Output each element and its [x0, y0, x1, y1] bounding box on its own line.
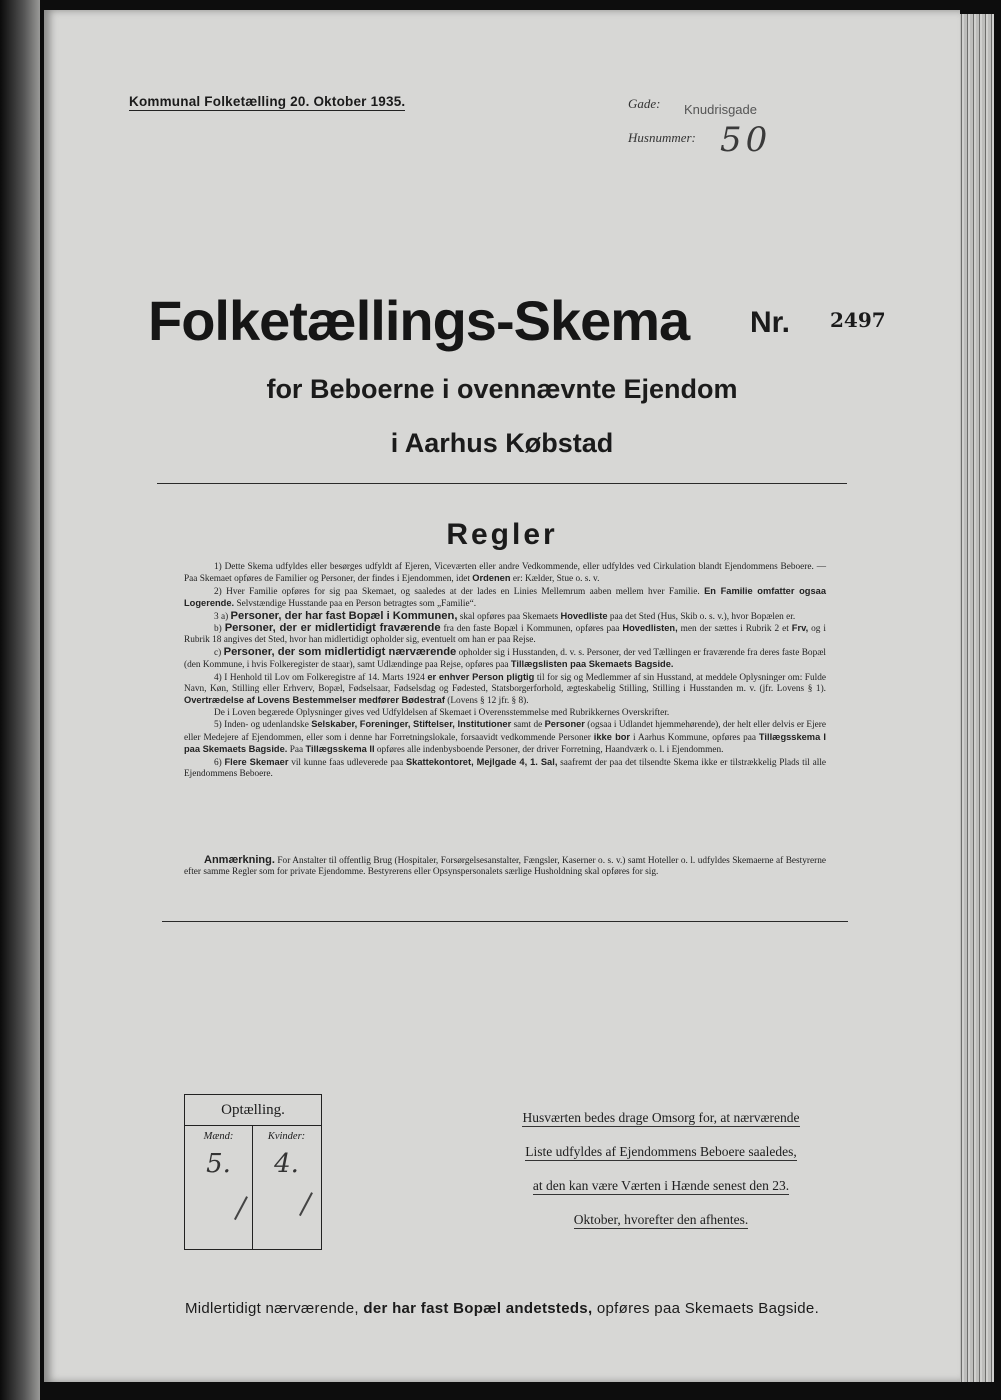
rules-text	[184, 562, 826, 780]
rule-4: 4) I Henhold til Lov om Folkeregistre af 14. Marts 1924 er enhver Person pligtig til for sig og Medlemmer af sin Husstand, at meddele Oplysninger om: Fulde Navn, Køn, Stilling eller Erhverv, Bopæl, Fødselsaar, Fødselsdag og Fødested, Statsborgerforhold, ægteskabelig Stilling, Stilling i Husstanden m. v. (jfr. Lovens § 1). Overtrædelse af Lovens Bestemmelser medfører Bødestraf (Lovens § 12 jfr. § 8).	[184, 671, 826, 707]
house-number-label: Husnummer:	[628, 130, 696, 145]
form-title: Folketællings-Skema	[148, 289, 690, 352]
rule-5: 5) Inden- og udenlandske Selskaber, Foreninger, Stiftelser, Institutioner samt de Personer (ogsaa i Udlandet hjemmehørende), der helt eller delvis er Ejere eller Medejere af Ejendommen, eller som i denne har Forretningslokale, forsaavidt vedkommende Personer ikke bor i Aarhus Kommune, opføres paa Tillægsskema I paa Skemaets Bagside. Paa Tillægsskema II opføres alle indenbysboende Personer, der driver Forretning, Haandværk o. l. i Ejendommen.	[184, 719, 827, 756]
divider-bottom	[162, 921, 848, 922]
census-date-line: Kommunal Folketælling 20. Oktober 1935.	[129, 94, 406, 109]
footer-instruction: Midlertidigt nærværende, der har fast Bopæl andetsteds, opføres paa Skemaets Bagside.	[184, 1300, 820, 1317]
check-mark-icon	[299, 1192, 313, 1216]
rule-6: 6) Flere Skemaer vil kunne faas udleverede paa Skattekontoret, Mejlgade 4, 1. Sal, saafremt der paa det tilsendte Skema ikke er tilstrækkelig Plads til alle Ejendommens Beboere.	[184, 756, 827, 779]
street-value: Knudrisgade	[684, 102, 757, 117]
count-box	[184, 1094, 322, 1250]
notice-line-3: at den kan være Værten i Hænde senest den 23.	[532, 1178, 790, 1193]
form-number-value: 2497	[830, 308, 886, 332]
men-label: Mænd:	[203, 1131, 234, 1142]
divider-top	[157, 483, 847, 484]
rule-1: 1) Dette Skema udfyldes eller besørges udfyldt af Ejeren, Viceværten eller andre Vedkommende, eller udfyldes ved Cirkulation blandt Ejendommens Beboere. — Paa Skemaet opføres de Familier og Personer, der findes i Ejendommen, idet Ordenen er: Kælder, Stue o. s. v.	[184, 562, 826, 585]
form-subtitle-1: for Beboerne i ovennævnte Ejendom	[266, 374, 738, 404]
form-number-label: Nr.	[750, 306, 791, 339]
annotation-note	[184, 855, 826, 879]
house-number-value: 50	[720, 120, 772, 160]
annotation-label: Anmærkning.	[204, 854, 275, 866]
rule-2: 2) Hver Familie opføres for sig paa Skemaet, og saaledes at der lades en Linies Mellemrum aaben mellem hver Familie. En Familie omfatter ogsaa Logerende. Selvstændige Husstande paa en Person betragtes som „Familie“.	[184, 585, 826, 610]
census-form-page	[44, 10, 960, 1382]
street-label: Gade:	[628, 96, 661, 111]
form-subtitle-2: i Aarhus Købstad	[390, 428, 614, 458]
women-count: 4.	[274, 1149, 299, 1179]
women-label: Kvinder:	[267, 1131, 306, 1142]
rule-3a: 3 a) Personer, der har fast Bopæl i Kommunen, skal opføres paa Skemaets Hovedliste paa det Sted (Hus, Skib o. s. v.), hvor Bopælen er.	[214, 609, 796, 622]
check-mark-icon	[234, 1196, 248, 1220]
annotation-text: For Anstalter til offentlig Brug (Hospitaler, Forsørgelsesanstalter, Fængsler, Kaserner o. s. v.) samt Hoteller o. l. udfyldes Skemaerne af Bestyrerne efter samme Regler som for private Ejendomme. Bestyrerens eller Opsynspersonalets særlige Husholdning skal opføres for sig.	[184, 856, 826, 878]
notice-line-1: Husværten bedes drage Omsorg for, at nærværende	[522, 1110, 800, 1125]
notice-line-2: Liste udfyldes af Ejendommens Beboere saaledes,	[525, 1144, 797, 1159]
rule-4b: De i Loven begærede Oplysninger gives ved Udfyldelsen af Skemaet i Overensstemmelse med Rubrikkernes Overskrifter.	[214, 707, 670, 718]
men-count: 5.	[206, 1149, 231, 1179]
count-title: Optælling.	[185, 1095, 321, 1126]
notice-line-4: Oktober, hvorefter den afhentes.	[573, 1212, 749, 1227]
rule-3c: c) Personer, der som midlertidigt nærværende opholder sig i Husstanden, d. v. s. Personer, der ved Tællingen er fraværende fra deres faste Bopæl (den Kommune, i hvis Folkeregister de staar), samt Udlændinge paa Rejse, opføres paa Tillægslisten paa Skemaets Bagside.	[184, 645, 827, 671]
page-stack-edges	[958, 14, 994, 1382]
rule-3b: b) Personer, der er midlertidigt fraværende fra den faste Bopæl i Kommunen, opføres paa Hovedlisten, men der sættes i Rubrik 2 et Frv, og i Rubrik 18 angives det Sted, hvor han midlertidigt opholder sig, eventuelt om han er paa Rejse.	[184, 622, 826, 646]
adjacent-page-edge	[0, 0, 40, 1400]
count-column-divider	[252, 1126, 253, 1249]
rules-heading: Regler	[446, 518, 558, 551]
